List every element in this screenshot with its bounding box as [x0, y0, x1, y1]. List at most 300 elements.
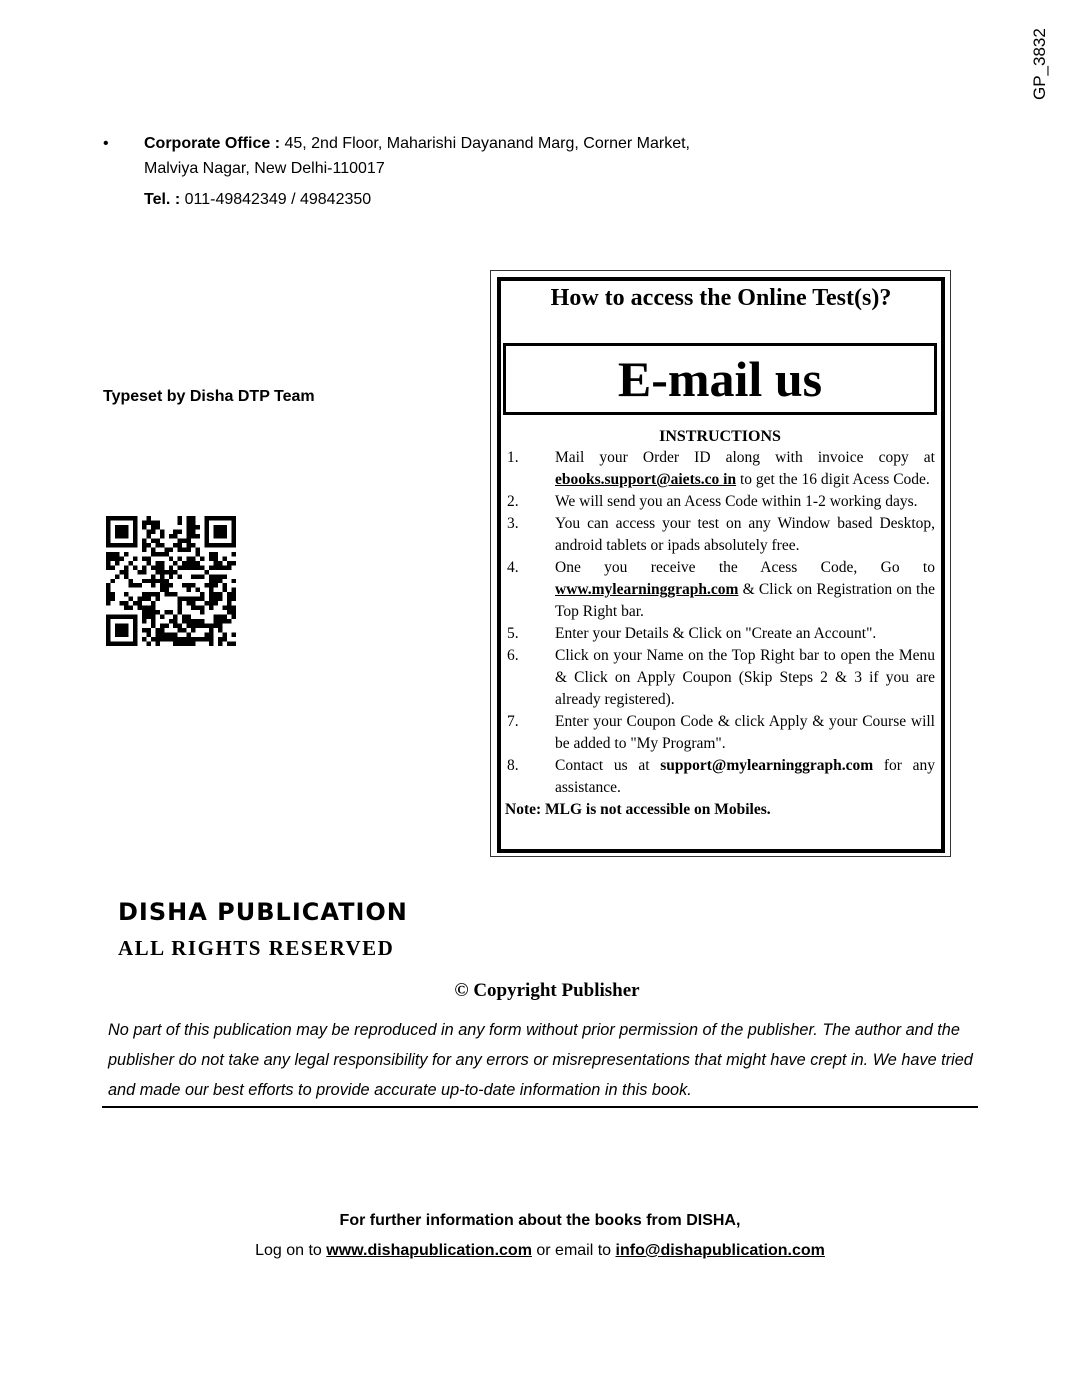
qr-module [209, 601, 213, 605]
qr-module [155, 552, 159, 556]
qr-module [196, 588, 200, 592]
qr-module [178, 565, 182, 569]
qr-module [160, 615, 164, 619]
item-text: Click on your Name on the Top Right bar to open the Menu & Click on Apply Coupon (Skip Steps 2 & 3 if you are already registered). [555, 647, 935, 708]
item-email: support@mylearninggraph.com [660, 757, 874, 774]
qr-module [182, 565, 186, 569]
qr-module [128, 597, 132, 601]
item-text: Contact us at [555, 757, 661, 774]
qr-module [160, 588, 164, 592]
qr-module [218, 574, 222, 578]
qr-module [200, 637, 204, 641]
qr-module [182, 642, 186, 646]
qr-module [110, 579, 114, 583]
tel-number: 011-49842349 / 49842350 [184, 191, 372, 208]
qr-module [133, 565, 137, 569]
qr-module [151, 583, 155, 587]
email-link[interactable]: info@dishapublication.com [615, 1242, 825, 1259]
qr-module [200, 606, 204, 610]
qr-module [191, 619, 195, 623]
qr-module [164, 592, 168, 596]
qr-module [178, 520, 182, 524]
qr-module [191, 601, 195, 605]
qr-module [115, 624, 128, 637]
qr-module [178, 516, 182, 520]
qr-module [214, 574, 218, 578]
item-text: We will send you an Acess Code within 1-2 working days. [555, 493, 918, 510]
qr-module [178, 538, 182, 542]
qr-module [173, 642, 177, 646]
qr-module [155, 628, 159, 632]
website-link[interactable]: www.dishapublication.com [326, 1242, 532, 1259]
qr-module [187, 529, 191, 533]
item-text: Enter your Coupon Code & click Apply & your Course will be added to "My Program". [555, 713, 935, 752]
qr-module [124, 570, 128, 574]
qr-module [178, 547, 182, 551]
qr-module [173, 543, 177, 547]
qr-module [124, 606, 128, 610]
qr-module [191, 556, 195, 560]
qr-module [223, 619, 227, 623]
qr-module [191, 606, 195, 610]
qr-module [169, 534, 173, 538]
qr-module [164, 552, 168, 556]
qr-module [196, 534, 200, 538]
qr-module [209, 592, 213, 596]
qr-module [232, 579, 236, 583]
office-address-1: 45, 2nd Floor, Maharishi Dayanand Marg, Corner Market, [284, 135, 690, 152]
item-link[interactable]: www.mylearninggraph.com [555, 581, 739, 598]
qr-module [182, 615, 186, 619]
qr-module [178, 642, 182, 646]
qr-module [214, 597, 218, 601]
item-number: 2. [507, 493, 519, 510]
qr-module [191, 637, 195, 641]
qr-module [128, 561, 132, 565]
qr-module [187, 619, 191, 623]
qr-module [146, 606, 150, 610]
qr-module [160, 529, 164, 533]
qr-module [223, 615, 227, 619]
item-number: 6. [507, 647, 519, 664]
qr-module [151, 610, 155, 614]
qr-module [214, 556, 218, 560]
qr-module [173, 534, 177, 538]
qr-module [124, 592, 128, 596]
qr-module [178, 628, 182, 632]
qr-module [146, 615, 150, 619]
instruction-item [505, 755, 935, 799]
qr-module [124, 601, 128, 605]
qr-module [232, 615, 236, 619]
rights-reserved: ALL RIGHTS RESERVED [118, 936, 395, 960]
qr-module [151, 547, 155, 551]
qr-module [146, 534, 150, 538]
publisher-name: DISHA PUBLICATION [118, 898, 408, 926]
instructions [505, 427, 935, 821]
qr-module [151, 606, 155, 610]
qr-module [191, 516, 195, 520]
qr-module [142, 606, 146, 610]
qr-module [142, 556, 146, 560]
qr-module [142, 610, 146, 614]
qr-module [169, 565, 173, 569]
qr-module [191, 525, 195, 529]
qr-module [232, 592, 236, 596]
divider [102, 1106, 978, 1108]
qr-module [151, 579, 155, 583]
qr-module [106, 583, 110, 587]
qr-module [200, 624, 204, 628]
qr-module [133, 601, 137, 605]
qr-module [155, 637, 159, 641]
qr-module [142, 615, 146, 619]
item-link[interactable]: ebooks.support@aiets.co in [555, 471, 737, 488]
qr-module [115, 556, 119, 560]
item-text: Enter your Details & Click on "Create an Account". [555, 625, 877, 642]
qr-module [209, 579, 213, 583]
qr-module [173, 529, 177, 533]
qr-module [164, 588, 168, 592]
qr-module [173, 615, 177, 619]
qr-module [218, 565, 222, 569]
qr-module [137, 601, 141, 605]
item-text: to get the 16 digit Acess Code. [736, 471, 930, 488]
qr-module [232, 633, 236, 637]
qr-module [169, 547, 173, 551]
qr-module [187, 615, 191, 619]
qr-module [164, 610, 168, 614]
qr-module [106, 601, 110, 605]
qr-module [227, 610, 231, 614]
qr-module [196, 565, 200, 569]
qr-module [209, 624, 213, 628]
qr-module [160, 543, 164, 547]
qr-module [191, 642, 195, 646]
office-address-2: Malviya Nagar, New Delhi-110017 [144, 160, 385, 177]
qr-module [124, 552, 128, 556]
qr-module [214, 552, 218, 556]
typeset-credit: Typeset by Disha DTP Team [103, 388, 315, 405]
instruction-item [505, 491, 935, 513]
qr-module [178, 574, 182, 578]
qr-module [142, 619, 146, 623]
qr-module [155, 610, 159, 614]
qr-module [173, 624, 177, 628]
qr-module [146, 628, 150, 632]
qr-module [106, 597, 110, 601]
qr-module [169, 583, 173, 587]
qr-module [151, 624, 155, 628]
qr-module [115, 574, 119, 578]
qr-module [209, 628, 213, 632]
qr-module [106, 588, 110, 592]
qr-module [155, 565, 159, 569]
qr-module [142, 628, 146, 632]
qr-module [187, 642, 191, 646]
qr-module [209, 606, 213, 610]
qr-module [178, 601, 182, 605]
qr-module [214, 561, 218, 565]
qr-module [151, 565, 155, 569]
qr-module [155, 570, 159, 574]
qr-module [187, 583, 191, 587]
qr-module [151, 538, 155, 542]
instruction-item [505, 557, 935, 623]
qr-module [200, 556, 204, 560]
qr-module [146, 579, 150, 583]
qr-module [209, 583, 213, 587]
item-number: 7. [507, 713, 519, 730]
item-number: 3. [507, 515, 519, 532]
footer-mid: or email to [531, 1242, 616, 1259]
qr-module [196, 619, 200, 623]
qr-module [214, 592, 218, 596]
qr-module [106, 565, 110, 569]
qr-module [160, 637, 164, 641]
qr-module [146, 561, 150, 565]
qr-module [146, 556, 150, 560]
qr-module [173, 561, 177, 565]
qr-module [182, 547, 186, 551]
instruction-item [505, 645, 935, 711]
qr-module [223, 637, 227, 641]
qr-module [173, 637, 177, 641]
qr-module [155, 633, 159, 637]
qr-module [115, 552, 119, 556]
qr-module [209, 588, 213, 592]
qr-module [205, 570, 209, 574]
qr-module [191, 583, 195, 587]
qr-module [151, 520, 155, 524]
qr-module [187, 633, 191, 637]
qr-code [106, 516, 236, 646]
qr-module [160, 552, 164, 556]
qr-module [169, 570, 173, 574]
qr-module [182, 583, 186, 587]
qr-module [187, 637, 191, 641]
qr-module [196, 547, 200, 551]
qr-module [196, 525, 200, 529]
qr-module [164, 583, 168, 587]
qr-module [155, 592, 159, 596]
qr-module [119, 570, 123, 574]
qr-module [164, 570, 168, 574]
qr-module [200, 574, 204, 578]
qr-module [191, 565, 195, 569]
qr-module [151, 619, 155, 623]
qr-module [151, 525, 155, 529]
qr-module [142, 547, 146, 551]
qr-module [227, 606, 231, 610]
qr-module [164, 637, 168, 641]
qr-module [173, 619, 177, 623]
item-text: & Click on Registration on the Top Right bar. [555, 581, 935, 620]
qr-module [119, 556, 123, 560]
qr-module [169, 574, 173, 578]
email-us-title: E-mail us [503, 343, 937, 415]
qr-module [218, 579, 222, 583]
qr-module [223, 565, 227, 569]
item-number: 5. [507, 625, 519, 642]
qr-module [187, 538, 191, 542]
qr-module [227, 565, 231, 569]
qr-module [218, 597, 222, 601]
qr-module [178, 529, 182, 533]
qr-module [218, 619, 222, 623]
qr-module [178, 606, 182, 610]
qr-module [142, 579, 146, 583]
qr-module [142, 570, 146, 574]
qr-module [146, 529, 150, 533]
qr-module [191, 628, 195, 632]
qr-module [146, 543, 150, 547]
qr-module [196, 552, 200, 556]
qr-module [187, 565, 191, 569]
qr-module [155, 642, 159, 646]
qr-module [164, 547, 168, 551]
qr-module [146, 642, 150, 646]
qr-module [209, 574, 213, 578]
qr-module [115, 525, 128, 538]
qr-module [151, 552, 155, 556]
qr-module [160, 583, 164, 587]
qr-module [191, 561, 195, 565]
qr-module [137, 583, 141, 587]
qr-module [187, 561, 191, 565]
qr-module [160, 633, 164, 637]
qr-module [182, 619, 186, 623]
qr-module [232, 610, 236, 614]
qr-module [169, 619, 173, 623]
qr-module [187, 624, 191, 628]
qr-module [110, 592, 114, 596]
qr-module [187, 520, 191, 524]
item-text: One you receive the Acess Code, Go to [555, 559, 935, 576]
qr-module [178, 556, 182, 560]
qr-module [146, 520, 150, 524]
qr-module [124, 565, 128, 569]
qr-module [142, 543, 146, 547]
qr-module [151, 637, 155, 641]
qr-module [110, 597, 114, 601]
item-text: You can access your test on any Window based Desktop, android tablets or ipads absolutely free. [555, 515, 935, 554]
qr-module [191, 520, 195, 524]
qr-module [214, 601, 218, 605]
qr-module [209, 565, 213, 569]
qr-module [142, 525, 146, 529]
corporate-office [103, 131, 690, 181]
qr-module [196, 597, 200, 601]
qr-module [151, 574, 155, 578]
qr-module [200, 565, 204, 569]
qr-module [164, 633, 168, 637]
qr-module [110, 565, 114, 569]
qr-module [124, 574, 128, 578]
qr-module [196, 637, 200, 641]
qr-module [200, 610, 204, 614]
qr-module [169, 633, 173, 637]
qr-module [223, 583, 227, 587]
item-number: 8. [507, 757, 519, 774]
qr-module [200, 597, 204, 601]
qr-module [223, 633, 227, 637]
qr-module [227, 561, 231, 565]
qr-module [155, 597, 159, 601]
qr-module [187, 543, 191, 547]
qr-module [191, 597, 195, 601]
qr-module [191, 543, 195, 547]
qr-module [146, 516, 150, 520]
qr-module [205, 633, 209, 637]
qr-module [151, 529, 155, 533]
qr-module [227, 597, 231, 601]
qr-module [191, 534, 195, 538]
qr-module [182, 561, 186, 565]
qr-module [142, 592, 146, 596]
item-text: Mail your Order ID along with invoice copy at [555, 449, 935, 466]
qr-module [187, 525, 191, 529]
qr-module [160, 561, 164, 565]
qr-module [205, 583, 209, 587]
qr-module [187, 588, 191, 592]
qr-module [200, 592, 204, 596]
qr-module [214, 619, 218, 623]
qr-module [137, 606, 141, 610]
qr-module [191, 574, 195, 578]
office-label: Corporate Office : [144, 135, 281, 152]
qr-module [191, 529, 195, 533]
qr-module [218, 592, 222, 596]
qr-module [169, 556, 173, 560]
qr-module [178, 637, 182, 641]
qr-module [223, 574, 227, 578]
qr-module [187, 547, 191, 551]
telephone [144, 191, 371, 209]
qr-module [142, 538, 146, 542]
copyright: © Copyright Publisher [454, 980, 640, 1001]
instruction-item [505, 623, 935, 645]
qr-module [232, 561, 236, 565]
qr-module [133, 583, 137, 587]
qr-module [209, 597, 213, 601]
qr-module [178, 610, 182, 614]
qr-module [106, 592, 110, 596]
qr-module [218, 561, 222, 565]
qr-module [160, 534, 164, 538]
qr-module [187, 534, 191, 538]
instruction-item [505, 447, 935, 491]
note: Note: MLG is not accessible on Mobiles. [505, 801, 771, 818]
qr-module [178, 543, 182, 547]
qr-module [205, 624, 209, 628]
qr-module [142, 565, 146, 569]
qr-module [205, 637, 209, 641]
qr-module [218, 624, 222, 628]
qr-module [205, 601, 209, 605]
qr-module [146, 597, 150, 601]
qr-module [119, 601, 123, 605]
instruction-item [505, 711, 935, 755]
qr-module [160, 565, 164, 569]
page-code: GP_3832 [1030, 28, 1049, 100]
qr-module [106, 561, 110, 565]
qr-module [146, 592, 150, 596]
qr-module [227, 619, 231, 623]
qr-module [178, 597, 182, 601]
qr-module [214, 525, 227, 538]
qr-module [110, 552, 114, 556]
